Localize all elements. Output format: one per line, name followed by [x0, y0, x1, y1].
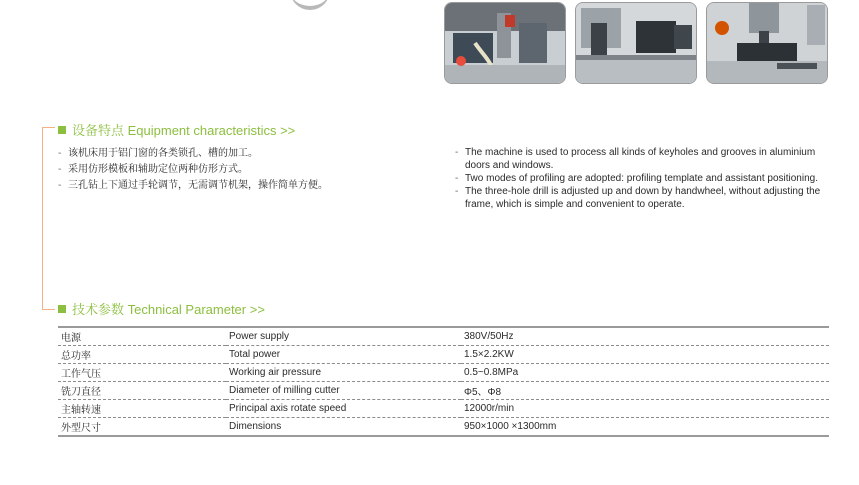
param-name-cn: 总功率: [61, 351, 91, 362]
table-row: [58, 400, 829, 418]
equipment-heading-text: 设备特点 Equipment characteristics >>: [72, 123, 296, 138]
param-name-cn: 外型尺寸: [61, 423, 101, 434]
heading-square-icon: [58, 305, 66, 313]
param-name-en: Working air pressure: [229, 367, 322, 378]
param-value: 12000r/min: [464, 403, 515, 414]
product-photo-strip: [444, 2, 828, 84]
param-name-cn: 主轴转速: [61, 405, 101, 416]
list-item: - 该机床用于铝门窗的各类锁孔、槽的加工。: [58, 148, 258, 159]
equipment-section-heading: [58, 120, 295, 139]
table-row: [58, 418, 829, 437]
product-photo: [444, 2, 566, 84]
decorative-arc: [290, 0, 330, 10]
list-item: - The machine is used to process all kinds of keyholes and grooves in aluminium doors and windows.: [455, 147, 816, 171]
param-name-cn: 工作气压: [61, 369, 101, 380]
param-name-en: Dimensions: [229, 421, 282, 432]
param-name-en: Diameter of milling cutter: [229, 385, 340, 396]
param-name-en: Total power: [229, 349, 281, 360]
heading-square-icon: [58, 126, 66, 134]
param-name-cn: 铣刀直径: [61, 387, 101, 398]
product-photo: [575, 2, 697, 84]
section-bracket-line: [42, 127, 55, 310]
table-row: [58, 346, 829, 364]
list-item: - 三孔钻上下通过手轮调节，无需调节机架，操作简单方便。: [58, 180, 328, 191]
product-photo: [706, 2, 828, 84]
param-value: 950×1000 ×1300mm: [464, 421, 557, 432]
list-item: - The three-hole drill is adjusted up and down by handwheel, without adjusting the frame, which is simple and convenient to operate.: [455, 186, 821, 210]
parameter-heading-text: 技术参数 Technical Parameter >>: [72, 302, 265, 317]
param-value: 380V/50Hz: [464, 331, 514, 342]
param-name-en: Power supply: [229, 331, 290, 342]
table-row: [58, 364, 829, 382]
param-value: 0.5~0.8MPa: [464, 367, 519, 378]
list-item: - Two modes of profiling are adopted: profiling template and assistant positioning.: [455, 173, 818, 184]
technical-parameter-table: [58, 326, 829, 437]
list-item: - 采用仿形模板和辅助定位两种仿形方式。: [58, 164, 248, 175]
param-value: 1.5×2.2KW: [464, 349, 514, 360]
table-row: [58, 382, 829, 400]
equipment-features-english: [455, 146, 835, 211]
param-name-en: Principal axis rotate speed: [229, 403, 347, 414]
table-row: [58, 327, 829, 346]
equipment-features-chinese: [58, 146, 418, 194]
parameter-section-heading: [58, 299, 265, 318]
param-name-cn: 电源: [61, 333, 81, 344]
param-value: Φ5、Φ8: [464, 387, 502, 398]
